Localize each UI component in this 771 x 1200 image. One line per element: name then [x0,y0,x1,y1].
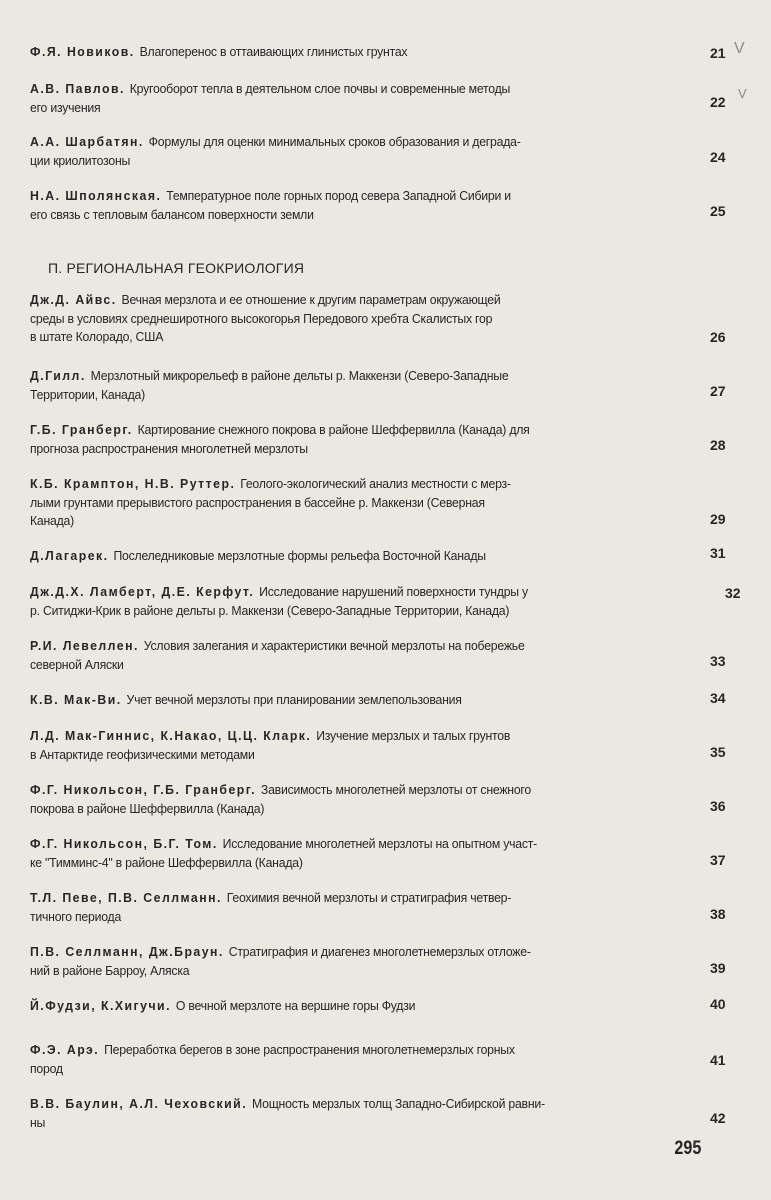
entry-line [30,943,681,962]
entry-title: Картирование снежного покрова в районе Шеффервилла (Канада) для [137,422,530,437]
entry-title: р. Ситиджи-Крик в районе дельты р. Маккензи (Северо-Западные Территории, Канада) [30,602,510,618]
entry-title: ции криолитозоны [30,152,131,168]
entry-line [30,602,681,621]
entry-page-number: 28 [710,437,726,453]
entry-line [30,854,681,873]
entry-line [30,206,681,225]
entry-title: среды в условиях среднеширотного высокогорья Передового хребта Скалистых гор [30,310,493,326]
toc-entry [30,1095,730,1132]
entry-author: Й.Фудзи, К.Хигучи. [30,998,176,1013]
toc-entry [30,997,730,1016]
entry-title: Геохимия вечной мерзлоты и стратиграфия четвер- [226,890,512,905]
entry-line [30,494,681,513]
entry-line [30,1095,681,1114]
entry-title: ний в районе Барроу, Аляска [30,962,190,978]
toc-entry [30,43,730,62]
entry-author: Ф.Я. Новиков. [30,44,140,59]
entry-title: тичного периода [30,908,122,924]
entry-title: Канада) [30,513,75,528]
entry-line [30,99,681,118]
entry-line [30,746,681,765]
entry-author: Дж.Д.Х. Ламберт, Д.Е. Керфут. [30,584,260,599]
entry-page-number: 42 [710,1110,726,1126]
entry-page-number: 34 [710,690,726,706]
entry-page-number: 29 [710,511,726,527]
toc-entry [30,889,730,926]
entry-line [30,908,681,927]
entry-line [30,1060,681,1079]
entry-author: К.В. Мак-Ви. [30,692,127,707]
entry-title: пород [30,1060,63,1076]
entry-page-number: 25 [710,203,726,219]
entry-line [30,656,681,675]
entry-title: северной Аляски [30,656,124,672]
entry-author: Ф.Э. Арэ. [30,1042,105,1057]
toc-entry [30,727,730,764]
entry-author: Т.Л. Певе, П.В. Селлманн. [30,890,227,905]
entry-title: Мощность мерзлых толщ Западно-Сибирской равни- [251,1096,545,1111]
entry-page-number: 35 [710,744,726,760]
entry-author: Г.Б. Гранберг. [30,422,138,437]
entry-author: Р.И. Левеллен. [30,638,144,653]
entry-author: Н.А. Шполянская. [30,188,167,203]
toc-entry [30,133,730,170]
entry-title: Мерзлотный микрорельеф в районе дельты р. Маккензи (Северо-Западные [90,368,509,383]
entry-page-number: 36 [710,798,726,814]
toc-entry [30,187,730,224]
page-number: 295 [674,1138,702,1159]
entry-title: Температурное поле горных пород севера Западной Сибири и [166,188,511,203]
entry-author: Д.Лагарек. [30,548,114,563]
margin-check-mark: V [738,86,747,101]
entry-line [30,835,681,854]
entry-author: Ф.Г. Никольсон, Б.Г. Том. [30,836,223,851]
entry-line [30,583,681,602]
toc-entry [30,367,730,404]
entry-title: Послеледниковые мерзлотные формы рельефа Восточной Канады [113,548,486,563]
toc-entry [30,80,730,117]
entry-line [30,310,681,329]
entry-author: Ф.Г. Никольсон, Г.Б. Гранберг. [30,782,261,797]
entry-line [30,637,681,656]
entry-page-number: 39 [710,960,726,976]
entry-page-number: 27 [710,383,726,399]
entry-title: ны [30,1114,46,1130]
entry-title: Территории, Канада) [30,386,145,402]
entry-title: Зависимость многолетней мерзлоты от снежного [260,782,531,797]
entry-page-number: 37 [710,852,726,868]
entry-author: П.В. Селлманн, Дж.Браун. [30,944,229,959]
entry-author: А.В. Павлов. [30,81,130,96]
toc-entry [30,475,730,531]
entry-author: Д.Гилл. [30,368,91,383]
entry-author: К.Б. Крамптон, Н.В. Руттер. [30,476,241,491]
entry-author: Дж.Д. Айвс. [30,292,122,307]
entry-line [30,1041,681,1060]
section-heading: П. РЕГИОНАЛЬНАЯ ГЕОКРИОЛОГИЯ [48,260,305,276]
entry-line [30,691,681,710]
entry-title: его связь с тепловым балансом поверхности земли [30,206,314,222]
entry-line [30,80,681,99]
entry-author: В.В. Баулин, А.Л. Чеховский. [30,1096,252,1111]
toc-entry [30,291,730,347]
entry-title: Переработка берегов в зоне распространения многолетнемерзлых горных [104,1042,515,1057]
entry-page-number: 22 [710,94,726,110]
entry-title: ке "Тимминс-4" в районе Шеффервилла (Канада) [30,854,303,870]
margin-check-mark: V [734,40,745,57]
entry-line [30,727,681,746]
entry-title: покрова в районе Шеффервилла (Канада) [30,800,265,816]
toc-entry [30,781,730,818]
entry-title: прогноза распространения многолетней мерзлоты [30,440,308,456]
toc-entry [30,691,730,710]
entry-line [30,187,681,206]
entry-line [30,328,681,347]
entry-page-number: 33 [710,653,726,669]
entry-title: Исследование нарушений поверхности тундры у [259,584,528,599]
entry-author: Л.Д. Мак-Гиннис, К.Накао, Ц.Ц. Кларк. [30,728,317,743]
entry-title: Геолого-экологический анализ местности с мерз- [240,476,511,491]
toc-entry [30,943,730,980]
entry-title: Формулы для оценки минимальных сроков образования и деграда- [148,134,521,149]
toc-entry [30,421,730,458]
entry-title: О вечной мерзлоте на вершине горы Фудзи [175,998,416,1013]
entry-title: в Антарктиде геофизическими методами [30,746,255,762]
entry-author: А.А. Шарбатян. [30,134,149,149]
entry-title: Стратиграфия и диагенез многолетнемерзлых отложе- [228,944,531,959]
entry-line [30,997,681,1016]
toc-entry [30,583,730,620]
entry-title: его изучения [30,99,101,115]
entry-page-number: 38 [710,906,726,922]
entry-line [30,962,681,981]
entry-page-number: 26 [710,329,726,345]
entry-line [30,367,681,386]
entry-line [30,800,681,819]
entry-line [30,152,681,171]
toc-entry [30,1041,730,1078]
entry-page-number: 31 [710,545,726,561]
entry-title: Учет вечной мерзлоты при планировании землепользования [126,692,462,707]
entry-line [30,43,681,62]
entry-line [30,440,681,459]
entry-line [30,1114,681,1133]
entry-page-number: 41 [710,1052,726,1068]
entry-title: в штате Колорадо, США [30,329,164,344]
entry-page-number: 32 [725,585,741,601]
entry-page-number: 40 [710,996,726,1012]
entry-title: Влагоперенос в оттаивающих глинистых грунтах [139,44,408,59]
entry-line [30,421,681,440]
entry-title: Условия залегания и характеристики вечной мерзлоты на побережье [143,638,525,653]
toc-entry [30,835,730,872]
toc-entry [30,637,730,674]
entry-line [30,512,681,531]
entry-line [30,781,681,800]
entry-page-number: 21 [710,45,726,61]
entry-title: Изучение мерзлых и талых грунтов [316,728,511,743]
entry-title: Исследование многолетней мерзлоты на опытном участ- [222,836,538,851]
entry-line [30,291,681,310]
entry-title: Вечная мерзлота и ее отношение к другим параметрам окружающей [121,292,501,307]
entry-line [30,386,681,405]
entry-line [30,889,681,908]
entry-page-number: 24 [710,149,726,165]
entry-title: Кругооборот тепла в деятельном слое почвы и современные методы [129,81,511,96]
entry-title: лыми грунтами прерывистого распространения в бассейне р. Маккензи (Северная [30,494,485,510]
entry-line [30,133,681,152]
toc-entry [30,547,730,566]
entry-line [30,547,681,566]
entry-line [30,475,681,494]
